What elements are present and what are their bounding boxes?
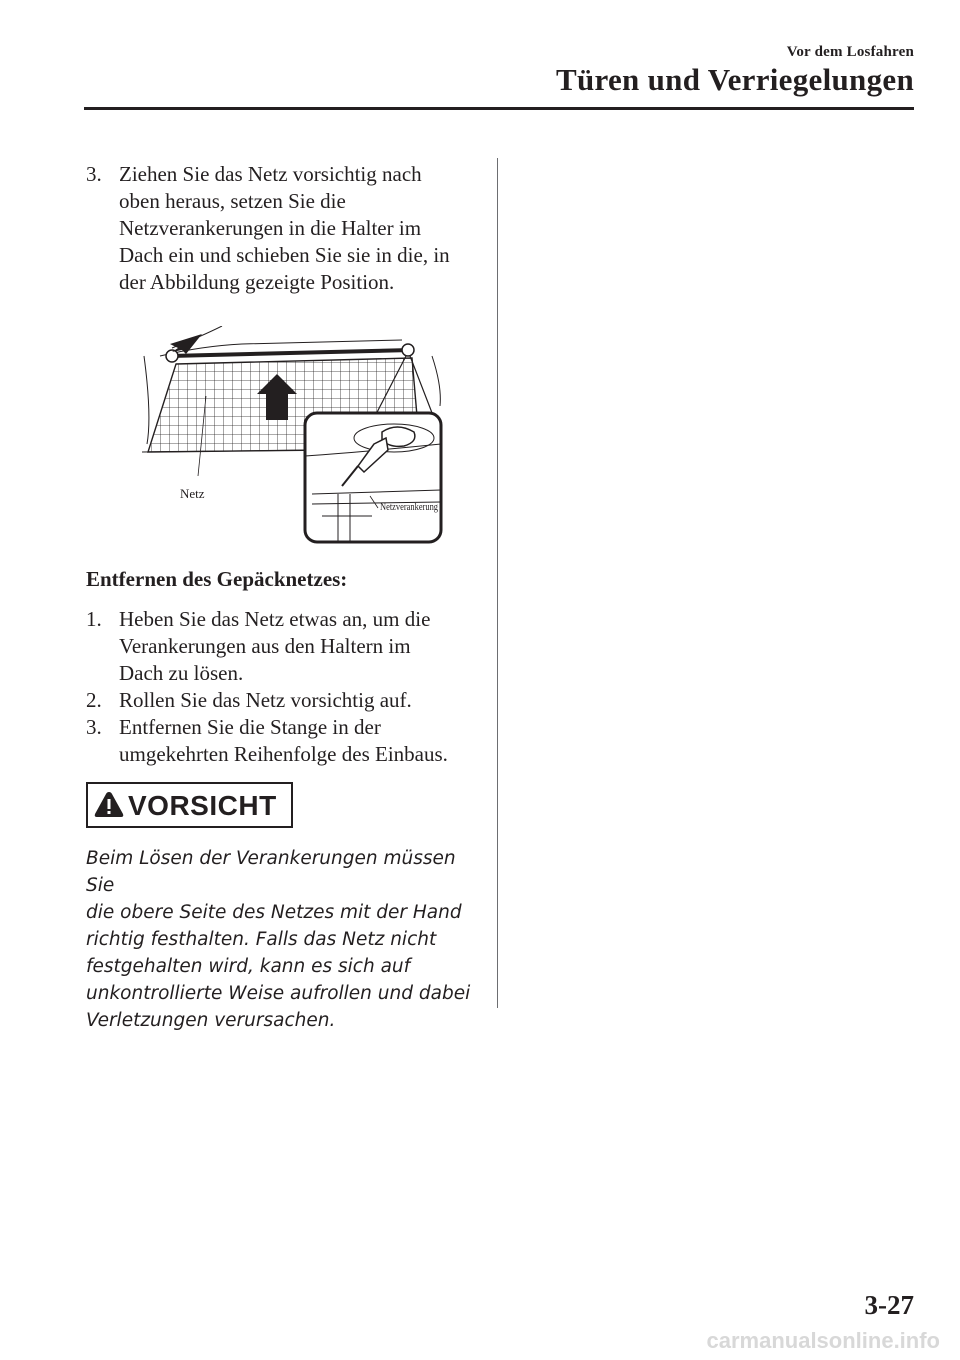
- removal-step: [86, 687, 481, 714]
- detail-inset: [305, 413, 441, 542]
- step-line: Heben Sie das Netz etwas an, um die: [119, 607, 431, 631]
- watermark: carmanualsonline.info: [706, 1328, 940, 1353]
- install-step: [86, 161, 481, 296]
- header-section-label: Vor dem Losfahren: [786, 44, 914, 60]
- caution-line: die obere Seite des Netzes mit der Hand: [86, 902, 462, 923]
- net-label: Netz: [180, 486, 205, 501]
- step-line: oben heraus, setzen Sie die: [119, 189, 346, 213]
- column-divider: [497, 158, 498, 1008]
- caution-line: Verletzungen verursachen.: [86, 1010, 336, 1031]
- step-line: Dach ein und schieben Sie sie in die, in: [119, 243, 450, 267]
- caution-text: [86, 845, 486, 1034]
- left-anchor: [166, 350, 178, 362]
- cargo-net-illustration: [142, 326, 447, 548]
- step-number: 1.: [86, 607, 102, 631]
- caution-line: festgehalten wird, kann es sich auf: [86, 956, 411, 977]
- caution-line: Beim Lösen der Verankerungen müssen Sie: [86, 848, 456, 896]
- install-steps: [86, 161, 481, 296]
- caution-box: [86, 782, 293, 828]
- header-rule: [84, 107, 914, 110]
- step-number: 3.: [86, 162, 102, 186]
- slide-arrow-icon: [170, 334, 202, 354]
- step-line: Verankerungen aus den Haltern im: [119, 634, 411, 658]
- removal-step: [86, 606, 481, 687]
- step-line: Entfernen Sie die Stange in der: [119, 715, 381, 739]
- upper-rod: [170, 350, 412, 356]
- warning-triangle-icon: [94, 790, 124, 820]
- removal-steps: [86, 606, 481, 768]
- anchor-label: Netzverankerung: [380, 502, 438, 513]
- step-line: Rollen Sie das Netz vorsichtig auf.: [119, 688, 412, 712]
- step-line: umgekehrten Reihenfolge des Einbaus.: [119, 742, 448, 766]
- right-anchor: [402, 344, 414, 356]
- step-number: 3.: [86, 715, 102, 739]
- step-line: Netzverankerungen in die Halter im: [119, 216, 422, 240]
- step-line: Ziehen Sie das Netz vorsichtig nach: [119, 162, 422, 186]
- caution-line: richtig festhalten. Falls das Netz nicht: [86, 929, 437, 950]
- step-line: der Abbildung gezeigte Position.: [119, 270, 395, 294]
- page-number: 3-27: [864, 1290, 914, 1320]
- step-number: 2.: [86, 688, 102, 712]
- removal-heading: Entfernen des Gepäcknetzes:: [86, 567, 348, 591]
- caution-label: VORSICHT: [128, 790, 277, 821]
- step-line: Dach zu lösen.: [119, 661, 244, 685]
- page-title: Türen und Verriegelungen: [555, 62, 914, 97]
- removal-step: [86, 714, 481, 768]
- caution-line: unkontrollierte Weise aufrollen und dabei: [86, 983, 471, 1004]
